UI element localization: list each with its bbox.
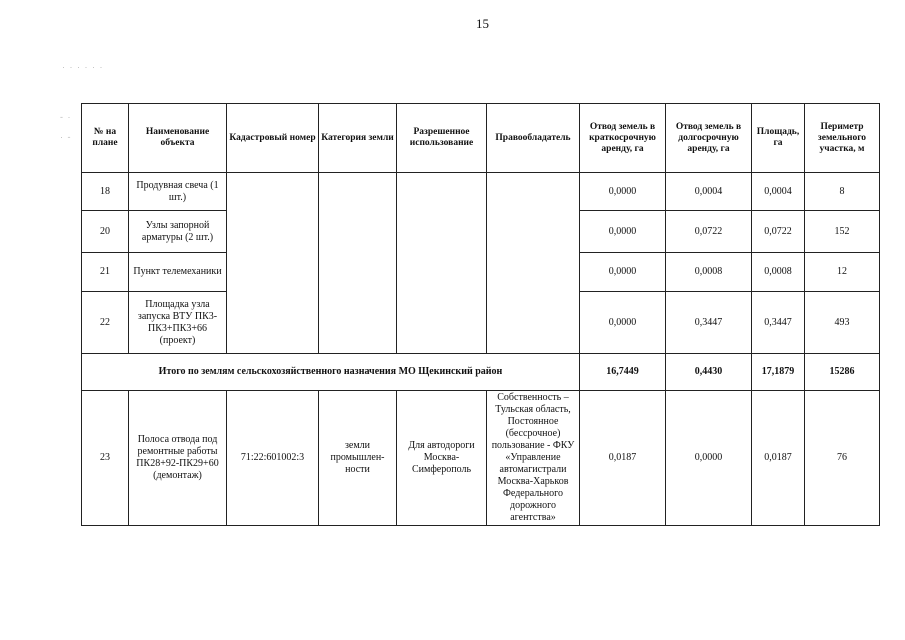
cell-plan-number: 20 (82, 211, 129, 253)
cell-perimeter: 76 (805, 391, 880, 526)
total-short-term: 16,7449 (580, 354, 666, 391)
cell-perimeter: 493 (805, 292, 880, 354)
cell-object-name: Продувная свеча (1 шт.) (129, 173, 227, 211)
cell-area: 0,0722 (752, 211, 805, 253)
header-area: Площадь, га (752, 104, 805, 173)
cell-permitted-use: Для автодороги Москва-Симферополь (397, 391, 487, 526)
header-cadastral-number: Кадастровый номер (227, 104, 319, 173)
total-row (82, 354, 880, 391)
table-row (82, 391, 880, 526)
cell-long-term: 0,0000 (666, 391, 752, 526)
cell-usage-empty (397, 173, 487, 354)
cell-long-term: 0,0008 (666, 253, 752, 292)
cell-perimeter: 8 (805, 173, 880, 211)
cell-short-term: 0,0000 (580, 211, 666, 253)
cell-short-term: 0,0187 (580, 391, 666, 526)
cell-plan-number: 22 (82, 292, 129, 354)
cell-short-term: 0,0000 (580, 253, 666, 292)
header-permitted-use: Разрешенное использование (397, 104, 487, 173)
cell-cadastral-empty (227, 173, 319, 354)
cell-area: 0,0187 (752, 391, 805, 526)
total-perimeter: 15286 (805, 354, 880, 391)
table-row (82, 173, 880, 211)
cell-object-name: Пункт телемеханики (129, 253, 227, 292)
cell-owner-empty (487, 173, 580, 354)
cell-plan-number: 21 (82, 253, 129, 292)
cell-object-name: Полоса отвода под ремонтные работы ПК28+92-ПК29+60 (демонтаж) (129, 391, 227, 526)
header-land-category: Категория земли (319, 104, 397, 173)
cell-category-empty (319, 173, 397, 354)
header-long-term-lease: Отвод земель в долгосрочную аренду, га (666, 104, 752, 173)
header-short-term-lease: Отвод земель в краткосрочную аренду, га (580, 104, 666, 173)
scan-artifact: · · · · · · (62, 62, 104, 72)
land-allocation-table (81, 103, 880, 526)
header-perimeter: Периметр земельного участка, м (805, 104, 880, 173)
total-long-term: 0,4430 (666, 354, 752, 391)
header-owner: Правообладатель (487, 104, 580, 173)
cell-long-term: 0,0004 (666, 173, 752, 211)
cell-plan-number: 18 (82, 173, 129, 211)
cell-long-term: 0,3447 (666, 292, 752, 354)
cell-cadastral-number: 71:22:601002:3 (227, 391, 319, 526)
cell-plan-number: 23 (82, 391, 129, 526)
scan-artifact: - · (60, 112, 72, 122)
cell-short-term: 0,0000 (580, 292, 666, 354)
table-header-row (82, 104, 880, 173)
cell-long-term: 0,0722 (666, 211, 752, 253)
cell-object-name: Узлы запорной арматуры (2 шт.) (129, 211, 227, 253)
cell-owner: Собственность – Тульская область, Постоянное (бессрочное) пользование - ФКУ «Управление автомагистрали Москва-Харьков Федерального дорожного агентства» (487, 391, 580, 526)
cell-area: 0,0008 (752, 253, 805, 292)
total-label: Итого по землям сельскохозяйственного назначения МО Щекинский район (82, 354, 580, 391)
total-area: 17,1879 (752, 354, 805, 391)
scan-artifact: · - (60, 132, 72, 142)
cell-perimeter: 152 (805, 211, 880, 253)
cell-area: 0,3447 (752, 292, 805, 354)
header-object-name: Наименование объекта (129, 104, 227, 173)
cell-area: 0,0004 (752, 173, 805, 211)
page-number: 15 (476, 16, 489, 31)
cell-perimeter: 12 (805, 253, 880, 292)
header-plan-number: № на плане (82, 104, 129, 173)
cell-object-name: Площадка узла запуска ВТУ ПК3-ПК3+ПК3+66 (проект) (129, 292, 227, 354)
cell-short-term: 0,0000 (580, 173, 666, 211)
cell-land-category: земли промышлен-ности (319, 391, 397, 526)
